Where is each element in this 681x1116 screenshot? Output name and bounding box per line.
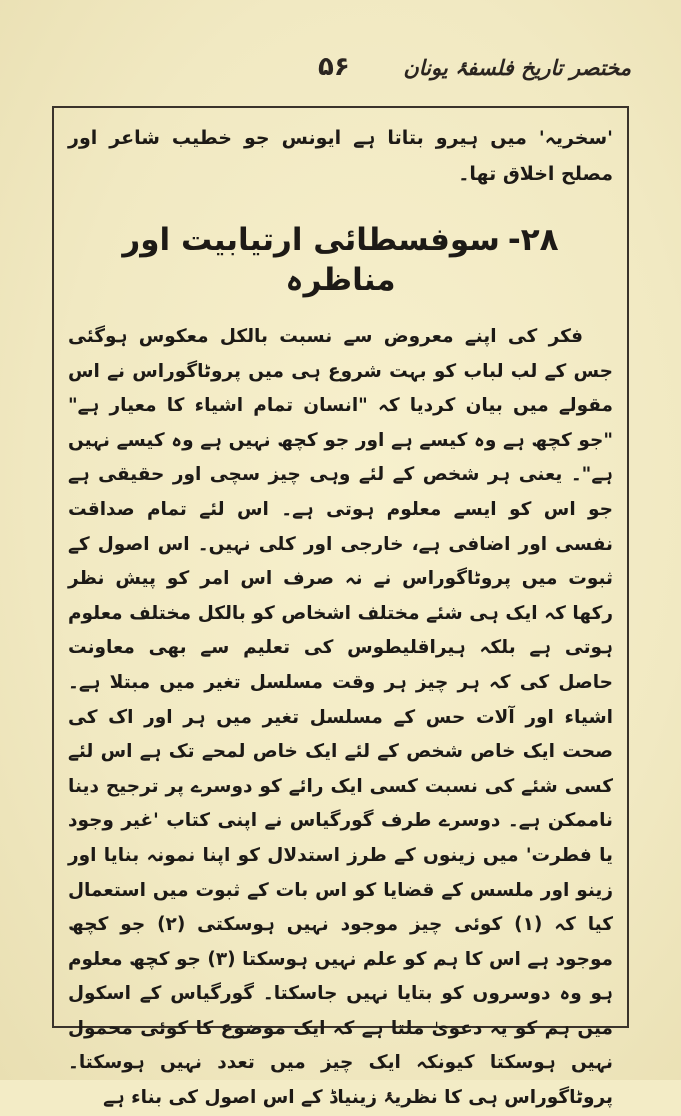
section-heading — [68, 220, 613, 300]
text-frame — [52, 106, 629, 1109]
page-number: ۵۶ — [318, 52, 350, 82]
running-head — [48, 52, 631, 92]
section-number: ۲۸- — [507, 222, 559, 258]
body-paragraph: فکر کی اپنے معروض سے نسبت بالکل معکوس ہوگئی جس کے لب لباب کو بہت شروع ہی میں پروٹاگوراس نے اس مقولے میں بیان کردیا کہ "انسان تمام اشیاء کا معیار ہے" "جو کچھ ہے وہ کیسے ہے اور جو کچھ نہیں ہے وہ کیسے نہیں ہے"۔ یعنی ہر شخص کے لئے وہی چیز سچی اور حقیقی ہے جو اس کو ایسے معلوم ہوتی ہے۔ اس لئے تمام صداقت نفسی اور اضافی ہے، خارجی اور کلی نہیں۔ اس اصول کے ثبوت میں پروٹاگوراس نے نہ صرف اس امر کو پیش نظر رکھا کہ ایک ہی شئے مختلف اشخاص کو بالکل مختلف معلوم ہوتی ہے بلکہ ہیراقلیطوس کی تعلیم سے بھی معاونت حاصل کی کہ ہر چیز ہر وقت مسلسل تغیر میں مبتلا ہے۔ اشیاء اور آلات حس کے مسلسل تغیر میں ہر اور اک کی صحت ایک خاص شخص کے لئے ایک خاص لمحے تک ہے اس لئے کسی شئے کی نسبت کسی ایک رائے کو دوسرے پر ترجیح دینا ناممکن ہے۔ دوسرے طرف گورگیاس نے اپنی کتاب 'غیر وجود یا فطرت' میں زینوں کے طرز استدلال کو اپنا نمونہ بنایا اور زینو اور ملسس کے قضایا کو اس بات کے ثبوت میں استعمال کیا کہ (۱) کوئی چیز موجود نہیں ہوسکتی (۲) جو کچھ موجود ہے اس کا ہم کو علم نہیں ہوسکتا (۳) جو کچھ معلوم ہو وہ دوسروں کو بتایا نہیں جاسکتا۔ گورگیاس کے اسکول میں ہم کو یہ دعویٰ ملتا ہے کہ ایک موضوع کا کوئی محمول نہیں ہوسکتا کیونکہ ایک چیز میں تعدد نہیں ہوسکتا۔ پروٹاگوراس ہی کا نظریۂ زینیاڈ کے اس اصول کی بناء ہے — [68, 326, 614, 1109]
intro-paragraph: 'سخریہ' میں ہیرو بتاتا ہے ایونس جو خطیب شاعر اور مصلح اخلاق تھا۔ — [68, 127, 613, 185]
book-title: مختصر تاریخ فلسفۂ یونان — [403, 56, 631, 80]
section-title: سوفسطائی ارتیابیت اور مناظرہ — [122, 222, 500, 298]
